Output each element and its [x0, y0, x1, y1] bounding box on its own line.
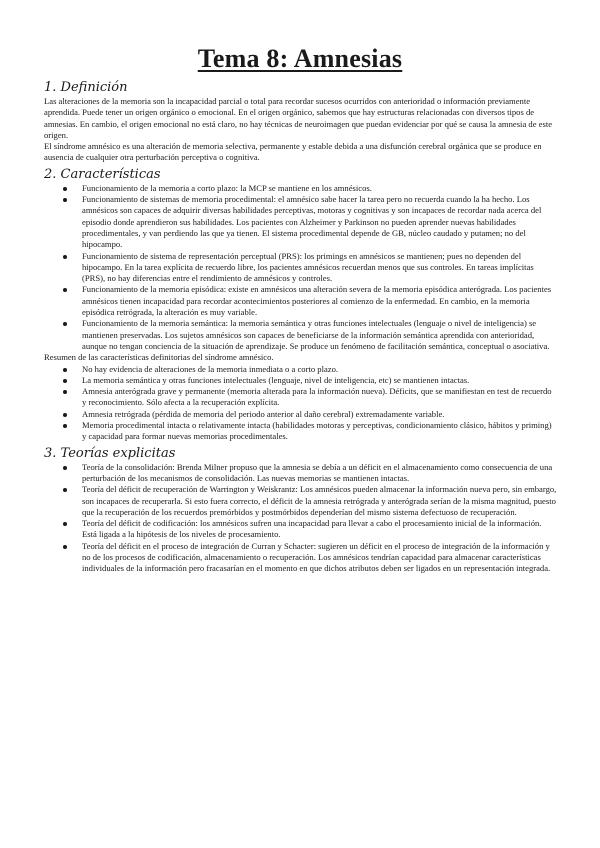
bullet-list [44, 462, 558, 575]
list-item: Funcionamiento de la memoria episódica: existe en amnésicos una alteración severa de la memoria episódica anterógrada. Los pacientes amnésicos tienen incapacidad para recordar acontecimientos posteriores al comienzo de la enfermedad. En cambio, en la memoria episódica retrógrada, la alteración es muy variable. [44, 284, 558, 318]
bullet-icon [63, 390, 67, 394]
list-item: Funcionamiento de la memoria a corto plazo: la MCP se mantiene en los amnésicos. [44, 183, 558, 194]
bullet-icon [63, 198, 67, 202]
page-title: Tema 8: Amnesias [197, 44, 403, 73]
list-item: Memoria procedimental intacta o relativamente intacta (habilidades motoras y perceptivas, condicionamiento clásico, hábitos y priming) y capacidad para formar nuevas memorias procedimentales. [44, 420, 558, 443]
list-item: No hay evidencia de alteraciones de la memoria inmediata o a corto plazo. [44, 364, 558, 375]
section-heading: 2. Características [44, 166, 161, 182]
bullet-icon [63, 255, 67, 259]
bullet-icon [63, 522, 67, 526]
bullet-icon [63, 187, 67, 191]
list-item: La memoria semántica y otras funciones intelectuales (lenguaje, nivel de inteligencia, etc) se mantienen intactas. [44, 375, 558, 386]
bullet-icon [63, 424, 67, 428]
bullet-icon [63, 322, 67, 326]
section-definicion [44, 80, 558, 164]
section-heading: 3. Teorías explicitas [44, 445, 176, 461]
section-heading: 1. Definición [44, 80, 128, 95]
list-item: Teoría del déficit de recuperación de Warrington y Weiskrantz: Los amnésicos pueden almacenar la información nueva pero, sin embargo, son incapaces de recuperarla. Si esto fuera correcto, el déficit de la amnesia retrógrada y anterógrada serían de la misma magnitud, puesto que la recuperación de los recuerdos premórbidos y postmórbidos dependerían del mismo sistema defectuoso de recuperación. [44, 484, 558, 518]
list-item: Amnesia retrógrada (pérdida de memoria del periodo anterior al daño cerebral) extremadamente variable. [44, 409, 558, 420]
bullet-list [44, 183, 558, 352]
bullet-icon [63, 466, 67, 470]
section-caracteristicas [44, 167, 558, 443]
document-content [44, 80, 558, 576]
summary-intro: Resumen de las características definitorias del síndrome amnésico. [44, 352, 274, 363]
bullet-icon [63, 545, 67, 549]
bullet-icon [63, 368, 67, 372]
bullet-icon [63, 413, 67, 417]
list-item: Amnesia anterógrada grave y permanente (memoria alterada para la información nueva). Déficits, que se manifiestan en test de recuerdo y reconocimiento. Sólo afecta a la recuperación explícita. [44, 386, 558, 409]
bullet-icon [63, 488, 67, 492]
paragraph: El síndrome amnésico es una alteración de memoria selectiva, permanente y estable debida a una disfunción cerebral orgánica que se produce en ausencia de cualquier otra perturbación perceptiva o cognitiva. [44, 141, 542, 163]
summary-list [44, 364, 558, 443]
list-item: Funcionamiento de sistemas de memoria procedimental: el amnésico sabe hacer la tarea pero no recuerda cuando la ha hecho. Los amnésicos son capaces de adquirir diversas habilidades perceptivas, motoras y cognitivas y son incapaces de recordar nada acerca del episodio donde aprendieron sus habilidades. Los pacientes con Alzheimer y Parkinson no pueden aprender nuevas habilidades procedimentales, y van perdiendo las que ya tienen. El sistema procedimental depende de GB, núcleo caudado y putamen; no del hipocampo. [44, 194, 558, 250]
paragraph: Las alteraciones de la memoria son la incapacidad parcial o total para recordar sucesos ocurridos con anterioridad o información previamente aprendida. Puede tener un origen orgánico o emocional. En el origen orgánico, sabemos que hay estructuras relacionadas con diversos tipos de amnesias. En cambio, el origen emocional no está claro, no hay técnicas de neuroimagen que puedan evidenciar por qué se causa la amnesia de este origen. [44, 96, 553, 140]
list-item: Funcionamiento de sistema de representación perceptual (PRS): los primings en amnésicos se mantienen; pues no dependen del hipocampo. En la tarea explícita de recuerdo libre, los pacientes amnésicos recuerdan menos que sus controles. En tareas implícitas (PRS), no hay diferencias entre el rendimiento de amnésicos y controles. [44, 251, 558, 285]
bullet-icon [63, 379, 67, 383]
list-item: Teoría del déficit de codificación: los amnésicos sufren una incapacidad para llevar a cabo el procesamiento inicial de la información. Está ligada a la hipótesis de los niveles de procesamiento. [44, 518, 558, 541]
section-teorias [44, 446, 558, 575]
bullet-icon [63, 288, 67, 292]
list-item: Teoría de la consolidación: Brenda Milner propuso que la amnesia se debía a un déficit en el almacenamiento como consecuencia de una perturbación de los mecanismos de consolidación. Las nuevas memorias se mantienen intactas. [44, 462, 558, 485]
list-item: Funcionamiento de la memoria semántica: la memoria semántica y otras funciones intelectuales (lenguaje o nivel de inteligencia) se mantienen preservadas. Los sujetos amnésicos son capaces de beneficiarse de la información semántica aprendida con anterioridad, aunque no tengan conciencia de la situación de aprendizaje. Se produce un fenómeno de facilitación semántica, conceptual o asociativa. [44, 318, 558, 352]
list-item: Teoría del déficit en el proceso de integración de Curran y Schacter: sugieren un déficit en el proceso de integración de la información y no de los procesos de codificación, almacenamiento o recuperación. Los amnésicos tendrían capacidad para almacenar características individuales de la información pero fracasarían en el momento en que dichos atributos deben ser ligados en un representación integrada. [44, 541, 558, 575]
